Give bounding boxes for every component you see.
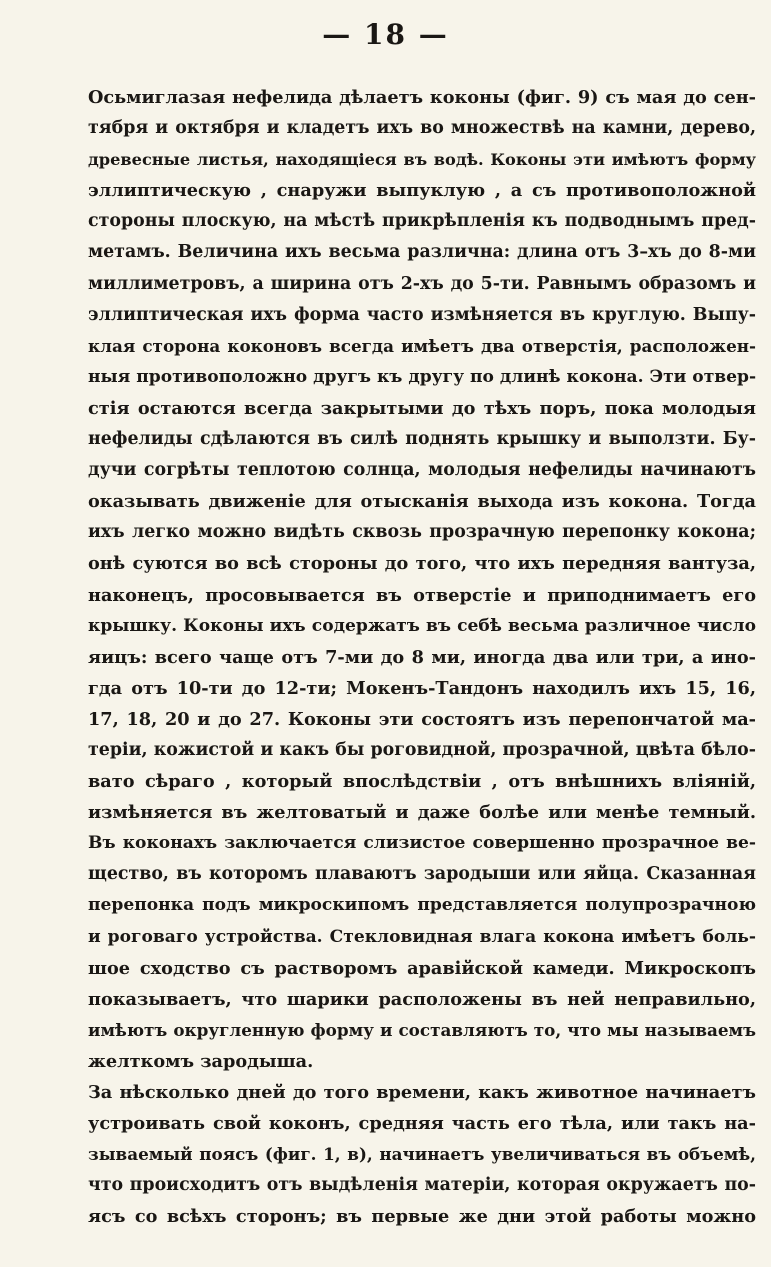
text-line: ихъ легко можно видѣть сквозь прозрачную перепонку кокона; xyxy=(88,522,756,543)
text-line: вато сѣраго , который впослѣдствіи , отъ внѣшнихъ вліяній, xyxy=(88,771,756,793)
text-line: Осьмиглазая нефелида дѣлаетъ коконы (фиг. 9) съ мая до сен- xyxy=(88,87,756,108)
text-line: ныя противоположно другъ къ другу по длинѣ кокона. Эти отвер- xyxy=(88,366,757,387)
text-line: щество, въ которомъ плаваютъ зародыши или яйца. Сказанная xyxy=(88,864,756,885)
text-line: яицъ: всего чаще отъ 7-ми до 8 ми, иногда два или три, а ино- xyxy=(88,646,756,668)
text-line: шое сходство съ растворомъ аравійской камеди. Микроскопъ xyxy=(88,957,756,979)
text-line: устроивать свой коконъ, средняя часть его тѣла, или такъ на- xyxy=(88,1113,756,1135)
text-line: древесные листья, находящіеся въ водѣ. Коконы эти имѣютъ форму xyxy=(88,150,756,170)
text-line: онѣ суются во всѣ стороны до того, что ихъ передняя вантуза, xyxy=(88,553,756,575)
text-line: гда отъ 10-ти до 12-ти; Мокенъ-Тандонъ находилъ ихъ 15, 16, xyxy=(88,677,756,699)
text-line: миллиметровъ, а ширина отъ 2-хъ до 5-ти. Равнымъ образомъ и xyxy=(88,273,756,294)
text-line: оказывать движеніе для отысканія выхода изъ кокона. Тогда xyxy=(88,491,756,513)
body-text xyxy=(88,82,756,1232)
text-line: показываетъ, что шарики расположены въ ней неправильно, xyxy=(88,988,756,1010)
text-line: эллиптическая ихъ форма часто измѣняется въ круглую. Выпу- xyxy=(88,304,756,325)
text-line: теріи, кожистой и какъ бы роговидной, прозрачной, цвѣта бѣло- xyxy=(88,739,756,760)
text-line: клая сторона коконовъ всегда имѣетъ два отверстія, расположен- xyxy=(88,335,756,356)
text-line: ясъ со всѣхъ сторонъ; въ первые же дни этой работы можно xyxy=(88,1206,756,1228)
text-line: За нѣсколько дней до того времени, какъ животное начинаетъ xyxy=(88,1082,756,1103)
text-line: стія остаются всегда закрытыми до тѣхъ поръ, пока молодыя xyxy=(88,397,756,419)
text-line: перепонка подъ микроскипомъ представляется полупрозрачною xyxy=(88,895,756,916)
text-line: тября и октября и кладетъ ихъ во множествѣ на камни, дерево, xyxy=(88,118,756,139)
text-line: крышку. Коконы ихъ содержатъ въ себѣ весьма различное число xyxy=(88,615,756,636)
text-line: Въ коконахъ заключается слизистое совершенно прозрачное ве- xyxy=(88,833,756,854)
text-line: дучи согрѣты теплотою солнца, молодыя нефелиды начинаютъ xyxy=(88,460,756,481)
text-line: измѣняется въ желтоватый и даже болѣе или менѣе темный. xyxy=(88,802,756,824)
page-number: — 18 — xyxy=(322,18,449,51)
text-line: стороны плоскую, на мѣстѣ прикрѣпленія къ подводнымъ пред- xyxy=(88,211,756,232)
text-line: нефелиды сдѣлаются въ силѣ поднять крышку и выползти. Бу- xyxy=(88,429,756,450)
text-line: метамъ. Величина ихъ весьма различна: длина отъ 3–хъ до 8-ми xyxy=(88,242,756,263)
text-line: наконецъ, просовывается въ отверстіе и приподнимаетъ его xyxy=(88,584,756,606)
text-line: желткомъ зародыша. xyxy=(88,1050,314,1072)
text-line: эллиптическую , снаружи выпуклую , а съ противоположной xyxy=(88,180,756,202)
text-line: 17, 18, 20 и до 27. Коконы эти состоятъ изъ перепончатой ма- xyxy=(88,708,756,730)
text-line: что происходитъ отъ выдѣленія матеріи, которая окружаетъ по- xyxy=(88,1175,756,1196)
text-line: и роговаго устройства. Стекловидная влага кокона имѣетъ боль- xyxy=(88,926,756,947)
text-line: имѣютъ округленную форму и составляютъ то, что мы называемъ xyxy=(88,1019,756,1040)
text-line: зываемый поясъ (фиг. 1, в), начинаетъ увеличиваться въ объемѣ, xyxy=(88,1144,756,1165)
